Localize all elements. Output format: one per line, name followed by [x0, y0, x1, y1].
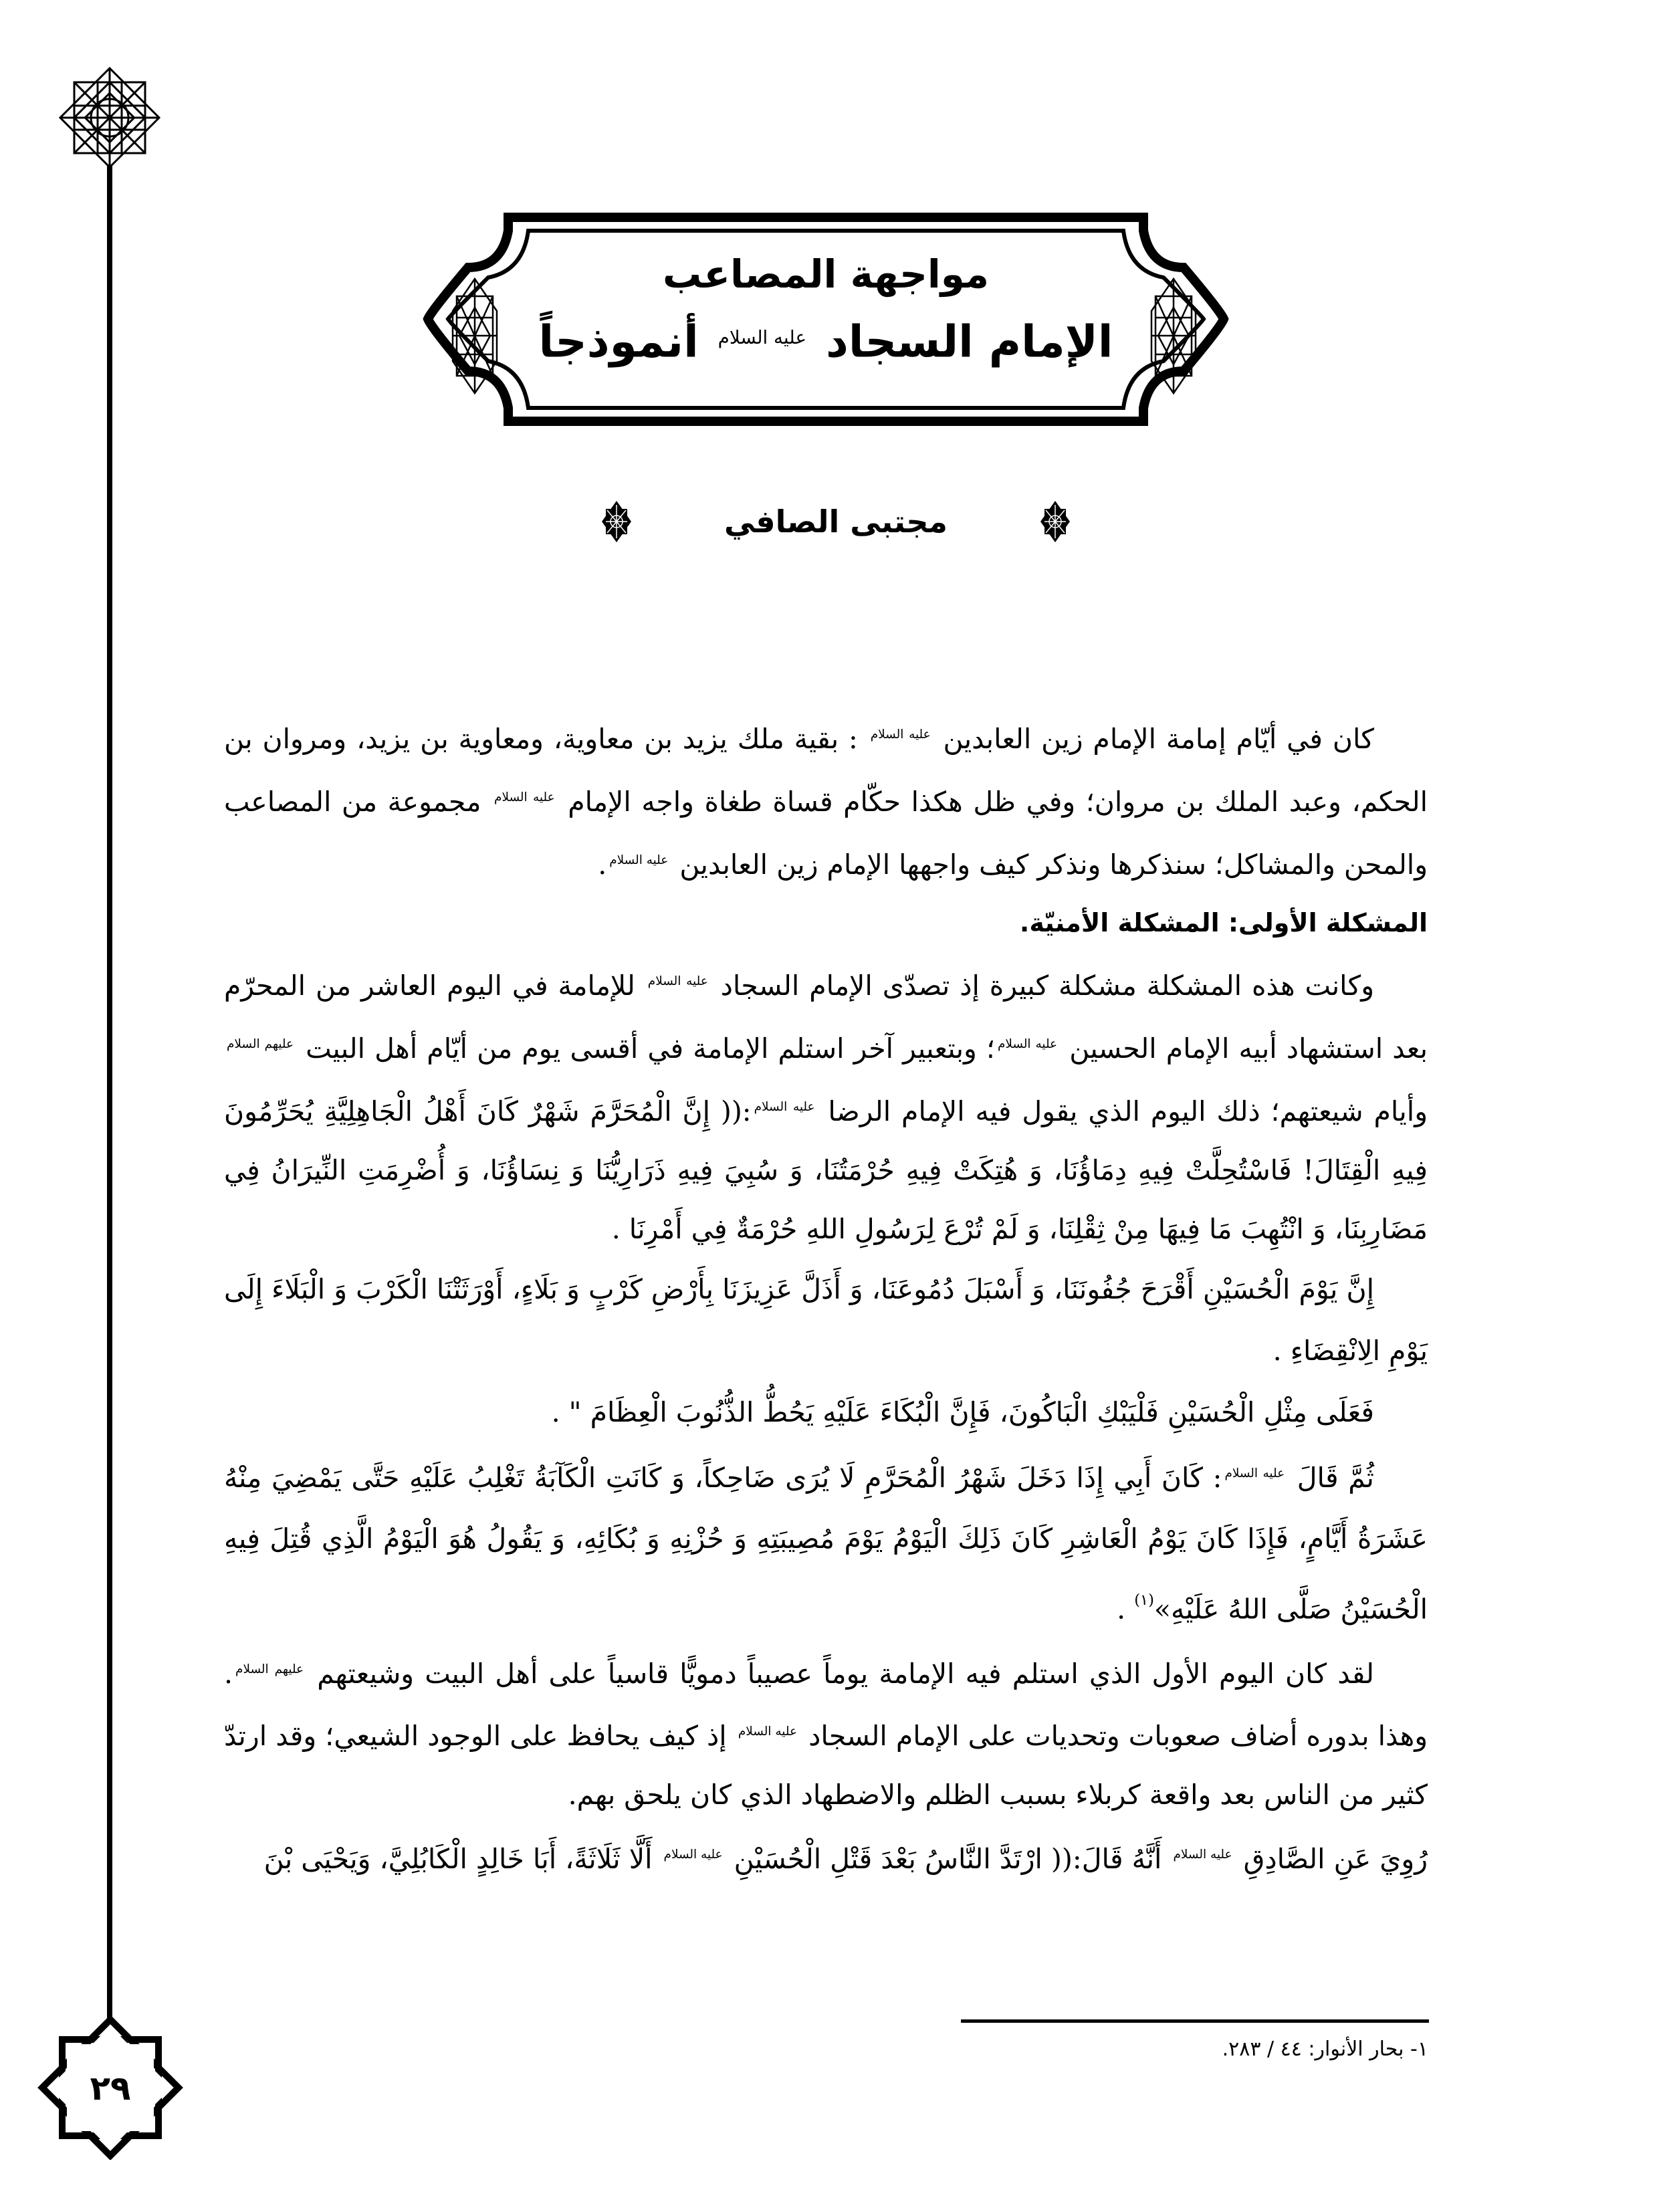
honorific-glyph: عليه السلام [738, 1725, 797, 1739]
honorific-glyph: عليه السلام [1224, 1466, 1285, 1480]
text-segment: . [1117, 1593, 1135, 1626]
honorific-glyph: عليهم السلام [227, 1037, 294, 1051]
author-name: مجتبى الصافي [724, 504, 948, 540]
hadith-paragraph [224, 1443, 1428, 1640]
article-body [224, 705, 1428, 1890]
hadith-quote: فَعَلَى مِثْلِ الْحُسَيْنِ فَلْيَبْكِ الْبَاكُونَ، فَإِنَّ الْبُكَاءَ عَلَيْهِ يَحُطُّ الذُّنُوبَ الْعِظَامَ " . [551, 1396, 1374, 1428]
footnote: ١- بحار الأنوار: ٤٤ / ٢٨٣. [1222, 2037, 1428, 2061]
text-segment: . وهذا بدوره أضاف صعوبات وتحديات على الإمام السجاد [224, 1657, 1428, 1753]
hadith-paragraph [224, 1258, 1428, 1381]
footnote-reference[interactable]: (١) [1134, 1591, 1154, 1610]
honorific-glyph: عليه السلام [609, 853, 669, 867]
hadith-paragraph [224, 1824, 1428, 1890]
honorific-glyph: عليه السلام [870, 728, 931, 742]
small-star-ornament-icon [1040, 501, 1070, 542]
text-segment: إذ كيف يحافظ على الوجود الشيعي؛ وقد ارتدّ كثير من الناس بعد واقعة كربلاء بسبب الظلم والاضطهاد الذي كان يلحق بهم. [224, 1720, 1428, 1811]
honorific-glyph: عليه السلام [754, 1099, 815, 1114]
hadith-quote: إِنَّ يَوْمَ الْحُسَيْنِ أَقْرَحَ جُفُونَنَا، وَ أَسْبَلَ دُمُوعَنَا، وَ أَذَلَّ عَزِيزَنَا بِأَرْضِ كَرْبٍ وَ بَلَاءٍ، أَوْرَثَتْنَا الْكَرْبَ وَ الْبَلَاءَ إِلَى يَوْمِ الِانْقِضَاءِ . [224, 1273, 1428, 1367]
title-line-1: مواجهة المصاعب [662, 251, 990, 297]
text-segment: للإمامة في اليوم العاشر من المحرّم بعد استشهاد أبيه الإمام الحسين [224, 970, 1428, 1065]
title-line-2 [535, 304, 1117, 375]
footnote-separator [961, 2019, 1429, 2023]
text-segment: وكانت هذه المشكلة مشكلة كبيرة إذ تصدّى الإمام السجاد [720, 970, 1374, 1002]
hadith-quote: :(( إِنَّ الْمُحَرَّمَ شَهْرٌ كَانَ أَهْلُ الْجَاهِلِيَّةِ يُحَرِّمُونَ فِيهِ الْقِتَالَ! فَاسْتُحِلَّتْ فِيهِ دِمَاؤُنَا، وَ هُتِكَتْ فِيهِ حُرْمَتُنَا، وَ سُبِيَ فِيهِ ذَرَارِيُّنَا وَ نِسَاؤُنَا، وَ أُضْرِمَتِ النِّيرَانُ فِي مَضَارِبِنَا، وَ انْتُهِبَ مَا فِيهَا مِنْ ثِقْلِنَا، وَ لَمْ تُرْعَ لِرَسُولِ اللهِ حُرْمَةٌ فِي أَمْرِنَا . [224, 1095, 1428, 1245]
honorific-glyph: عليهم السلام [235, 1662, 304, 1676]
geometric-ornament-right-icon [1150, 278, 1197, 395]
page-number: ٢٩ [90, 2068, 131, 2108]
honorific-glyph: عليه السلام [494, 790, 555, 804]
text-segment: كان في أيّام إمامة الإمام زين العابدين [943, 722, 1374, 755]
page-number-badge [37, 2016, 184, 2160]
hadith-quote: ثُمَّ قَالَ [1297, 1461, 1374, 1494]
title-cartouche [415, 204, 1237, 435]
vertical-page-rule [107, 166, 112, 2018]
text-segment: . [598, 848, 607, 881]
text-segment: لقد كان اليوم الأول الذي استلم فيه الإمامة يوماً عصيباً دمويًّا قاسياً على أهل البيت وشيعتهم [317, 1657, 1375, 1690]
text-segment: مجموعة من المصاعب والمحن والمشاكل؛ سنذكرها ونذكر كيف واجهها الإمام زين العابدين [224, 785, 1428, 881]
hadith-quote: : كَانَ أَبِي إِذَا دَخَلَ شَهْرُ الْمُحَرَّمِ لَا يُرَى ضَاحِكاً، وَ كَانَتِ الْكَآبَةُ تَغْلِبُ عَلَيْهِ حَتَّى يَمْضِيَ مِنْهُ عَشَرَةُ أَيَّامٍ، فَإِذَا كَانَ يَوْمُ الْعَاشِرِ كَانَ ذَلِكَ الْيَوْمُ يَوْمَ مُصِيبَتِهِ وَ حُزْنِهِ وَ بُكَائِهِ، وَ يَقُولُ هُوَ الْيَوْمُ الَّذِي قُتِلَ فِيهِ الْحُسَيْنُ صَلَّى اللهُ عَلَيْهِ» [224, 1461, 1428, 1626]
hadith-quote: أَنَّهُ قَالَ:(( ارْتَدَّ النَّاسُ بَعْدَ قَتْلِ الْحُسَيْنِ [734, 1842, 1162, 1875]
paragraph-aftermath [224, 1640, 1428, 1825]
geometric-ornament-left-icon [451, 278, 498, 395]
hadith-paragraph [224, 1381, 1428, 1443]
section-heading: المشكلة الأولى: المشكلة الأمنيّة. [1019, 908, 1428, 938]
hadith-quote: رُوِيَ عَنِ الصَّادِقِ [1243, 1842, 1428, 1875]
honorific-glyph: عليه السلام [663, 1848, 723, 1862]
title-suffix: أنموذجاً [538, 316, 699, 368]
text-segment: وأيام شيعتهم؛ ذلك اليوم الذي يقول فيه الإمام الرضا [828, 1095, 1428, 1127]
small-star-ornament-icon [602, 501, 631, 542]
author-byline [602, 495, 1070, 548]
paragraph-intro [224, 705, 1428, 893]
honorific-glyph: عليه السلام [997, 1037, 1058, 1051]
text-segment: : بقية ملك يزيد بن معاوية، ومعاوية بن يزيد، ومروان بن الحكم، وعبد الملك بن مروان؛ وفي ظل هكذا حكّام قساة طغاة واجه الإمام [224, 722, 1428, 818]
honorific-glyph: عليه السلام [647, 974, 708, 989]
hadith-quote: أَلَّا ثَلَاثَةً، أَبَا خَالِدٍ الْكَابُلِيَّ، وَيَحْيَى بْنَ [263, 1842, 653, 1875]
article-title [535, 244, 1117, 375]
paragraph-security-problem [224, 952, 1428, 1258]
text-segment: ؛ وبتعبير آخر استلم الإمامة في أقسى يوم من أيّام أهل البيت [306, 1032, 995, 1065]
title-subject: الإمام السجاد [825, 316, 1113, 368]
geometric-star-ornament-icon [59, 67, 160, 169]
honorific-glyph: عليه السلام [717, 326, 806, 348]
honorific-glyph: عليه السلام [1173, 1848, 1232, 1862]
